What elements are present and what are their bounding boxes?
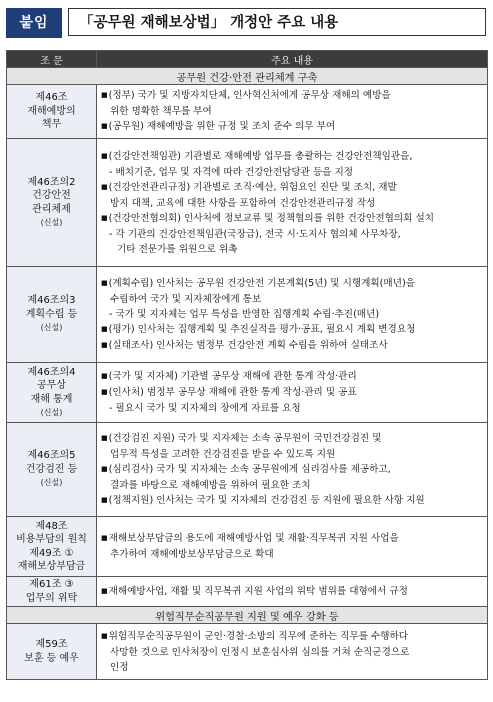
content-cell [97,267,488,363]
article-label: 제46조의3 [27,295,76,307]
table-row [7,85,488,139]
table-row [7,423,488,517]
article-label: 제59조 [35,639,68,650]
continuation-line: 방지 대책, 교육에 대한 사항을 포함하여 건강안전관리규정 작성 [110,197,376,209]
article-label: 공무상 [37,380,66,391]
bullet-item: ■ (건강검진 지원) 국가 및 지자체는 소속 공무원이 국민건강검진 및 [101,431,484,447]
article-label: 계획수립 등 [25,308,78,320]
article-label: 제46조의2 [27,176,76,188]
article-label: 제49조 ① [29,547,74,559]
sub-item: - 배치기준, 업무 및 자격에 따라 건강안전담당관 등을 지정 [101,165,484,180]
bullet-item: ■ (공무원) 재해예방을 위한 규정 및 조치 준수 의무 부여 [101,119,484,135]
table-row [7,267,488,363]
column-header-article: 조 문 [7,51,97,68]
article-cell [7,624,97,680]
bullet-item: ■ (건강안전관리규정) 기관별로 조직·예산, 위험요인 진단 및 조치, 재발 [101,180,484,196]
continuation-line: 결과를 바탕으로 재해예방을 위하여 필요한 조치 [110,479,311,491]
bullet-item: ■ (국가 및 지자체) 기관별 공무상 재해에 관한 통계 작성·관리 [101,369,484,385]
continuation-line: 수립하여 국가 및 지자체장에게 통보 [110,293,262,305]
article-label: 재해 통계 [30,393,73,405]
table-row [7,577,488,607]
article-label: 건강안전 [32,190,71,201]
content-cell [97,517,488,577]
content-cell [97,624,488,680]
bullet-item: ■ (건강안전책임관) 기관별로 재해예방 업무를 총괄하는 건강안전책임관을, [101,149,484,165]
bullet-item: ■ 재해예방사업, 재활 및 직무복귀 지원 사업의 위탁 범위를 대형에서 규정 [101,584,484,600]
continuation-line: 추가하여 재해예방보상부담금으로 확대 [110,549,274,560]
bullet-item: ■ 위험직무순직공무원이 군인·경찰·소방의 직무에 준하는 직무를 수행하다 [101,629,484,645]
header [6,8,486,38]
content-table [6,50,488,680]
continuation-line: 사망한 것으로 인사처장이 인정시 보훈심사위 심의를 거쳐 순직군경으로 [110,646,410,658]
bullet-item: ■ (건강안전협의회) 인사처에 정보교류 및 정책협의를 위한 건강안전협의회 설치 [101,211,484,227]
table-header-row [7,51,488,68]
section-row [7,68,488,85]
document-title: 「공무원 재해보상법」 개정안 주요 내용 [68,8,486,36]
table-row [7,363,488,423]
column-header-content: 주요 내용 [97,51,488,68]
article-cell [7,423,97,517]
bullet-item: ■ (정부) 국가 및 지방자치단체, 인사혁신처에게 공무상 재해의 예방을 [101,88,484,104]
article-cell [7,363,97,423]
sub-item: - 각 기관의 건강안전책임관(국장급), 전국 시·도지사 협의체 사무차장, [101,227,484,242]
continuation-line: 인정 [110,661,129,673]
bullet-item: ■ (실태조사) 인사처는 범정부 건강안전 계획 수립을 위하여 실태조사 [101,338,484,354]
article-cell [7,85,97,139]
new-article-note: (신설) [40,478,63,488]
article-cell [7,517,97,577]
content-cell [97,85,488,139]
content-cell [97,577,488,607]
article-label: 제46조의5 [27,450,76,462]
article-label: 건강검진 등 [25,463,78,475]
article-label: 비용부담의 원칙 [16,534,87,545]
bullet-item: ■ 재해보상부담금의 용도에 재해예방사업 및 재활·직무복귀 지원 사업을 [101,531,484,547]
bullet-item: ■ (평가) 인사처는 집행계획 및 추진실적을 평가·공표, 필요시 계획 변경요청 [101,322,484,338]
continuation-line: 업무적 특성을 고려한 건강검진을 받을 수 있도록 지원 [110,448,336,460]
bullet-item: ■ (정책지원) 인사처는 국가 및 지자체의 건강검진 등 지원에 필요한 사항 지원 [101,493,484,509]
section-row [7,607,488,624]
table-row [7,624,488,680]
article-cell [7,139,97,267]
section-title: 공무원 건강·안전 관리체계 구축 [7,68,488,85]
section-title: 위험직무순직공무원 지원 및 예우 강화 등 [7,607,488,624]
article-label: 제48조 [35,520,68,532]
article-label: 재해예방의 [27,105,76,117]
bullet-item: ■ (인사처) 범정부 공무상 재해에 관한 통계 작성·관리 및 공표 [101,385,484,401]
article-label: 책무 [41,119,62,131]
content-cell [97,139,488,267]
article-label: 재해보상부담금 [17,561,86,572]
article-label: 관리체제 [32,203,71,215]
continuation-line: 기타 전문가를 위원으로 위촉 [117,243,238,255]
sub-item: - 국가 및 지자체는 업무 특성을 반영한 집행계획 수립·추진(매년) [101,307,484,322]
article-cell [7,577,97,607]
continuation-line: 위한 명확한 책무를 부여 [110,106,212,117]
article-label: 업무의 위탁 [25,592,78,604]
content-cell [97,363,488,423]
bullet-item: ■ (심리검사) 국가 및 지자체는 소속 공무원에게 심리검사를 제공하고, [101,462,484,478]
article-label: 제46조의4 [27,366,76,378]
new-article-note: (신설) [40,218,63,227]
article-label: 보훈 등 예우 [24,652,79,664]
article-label: 제46조 [35,92,68,104]
sub-item: - 필요시 국가 및 지자체의 장에게 자료를 요청 [101,401,484,416]
attachment-badge: 붙임 [6,8,62,38]
new-article-note: (신설) [40,323,63,333]
table-row [7,139,488,267]
article-cell [7,267,97,363]
bullet-item: ■ (계획수립) 인사처는 공무원 건강안전 기본계획(5년) 및 시행계획(매년)을 [101,276,484,292]
table-row [7,517,488,577]
new-article-note: (신설) [40,408,63,417]
content-cell [97,423,488,517]
article-label: 제61조 ③ [29,579,74,590]
